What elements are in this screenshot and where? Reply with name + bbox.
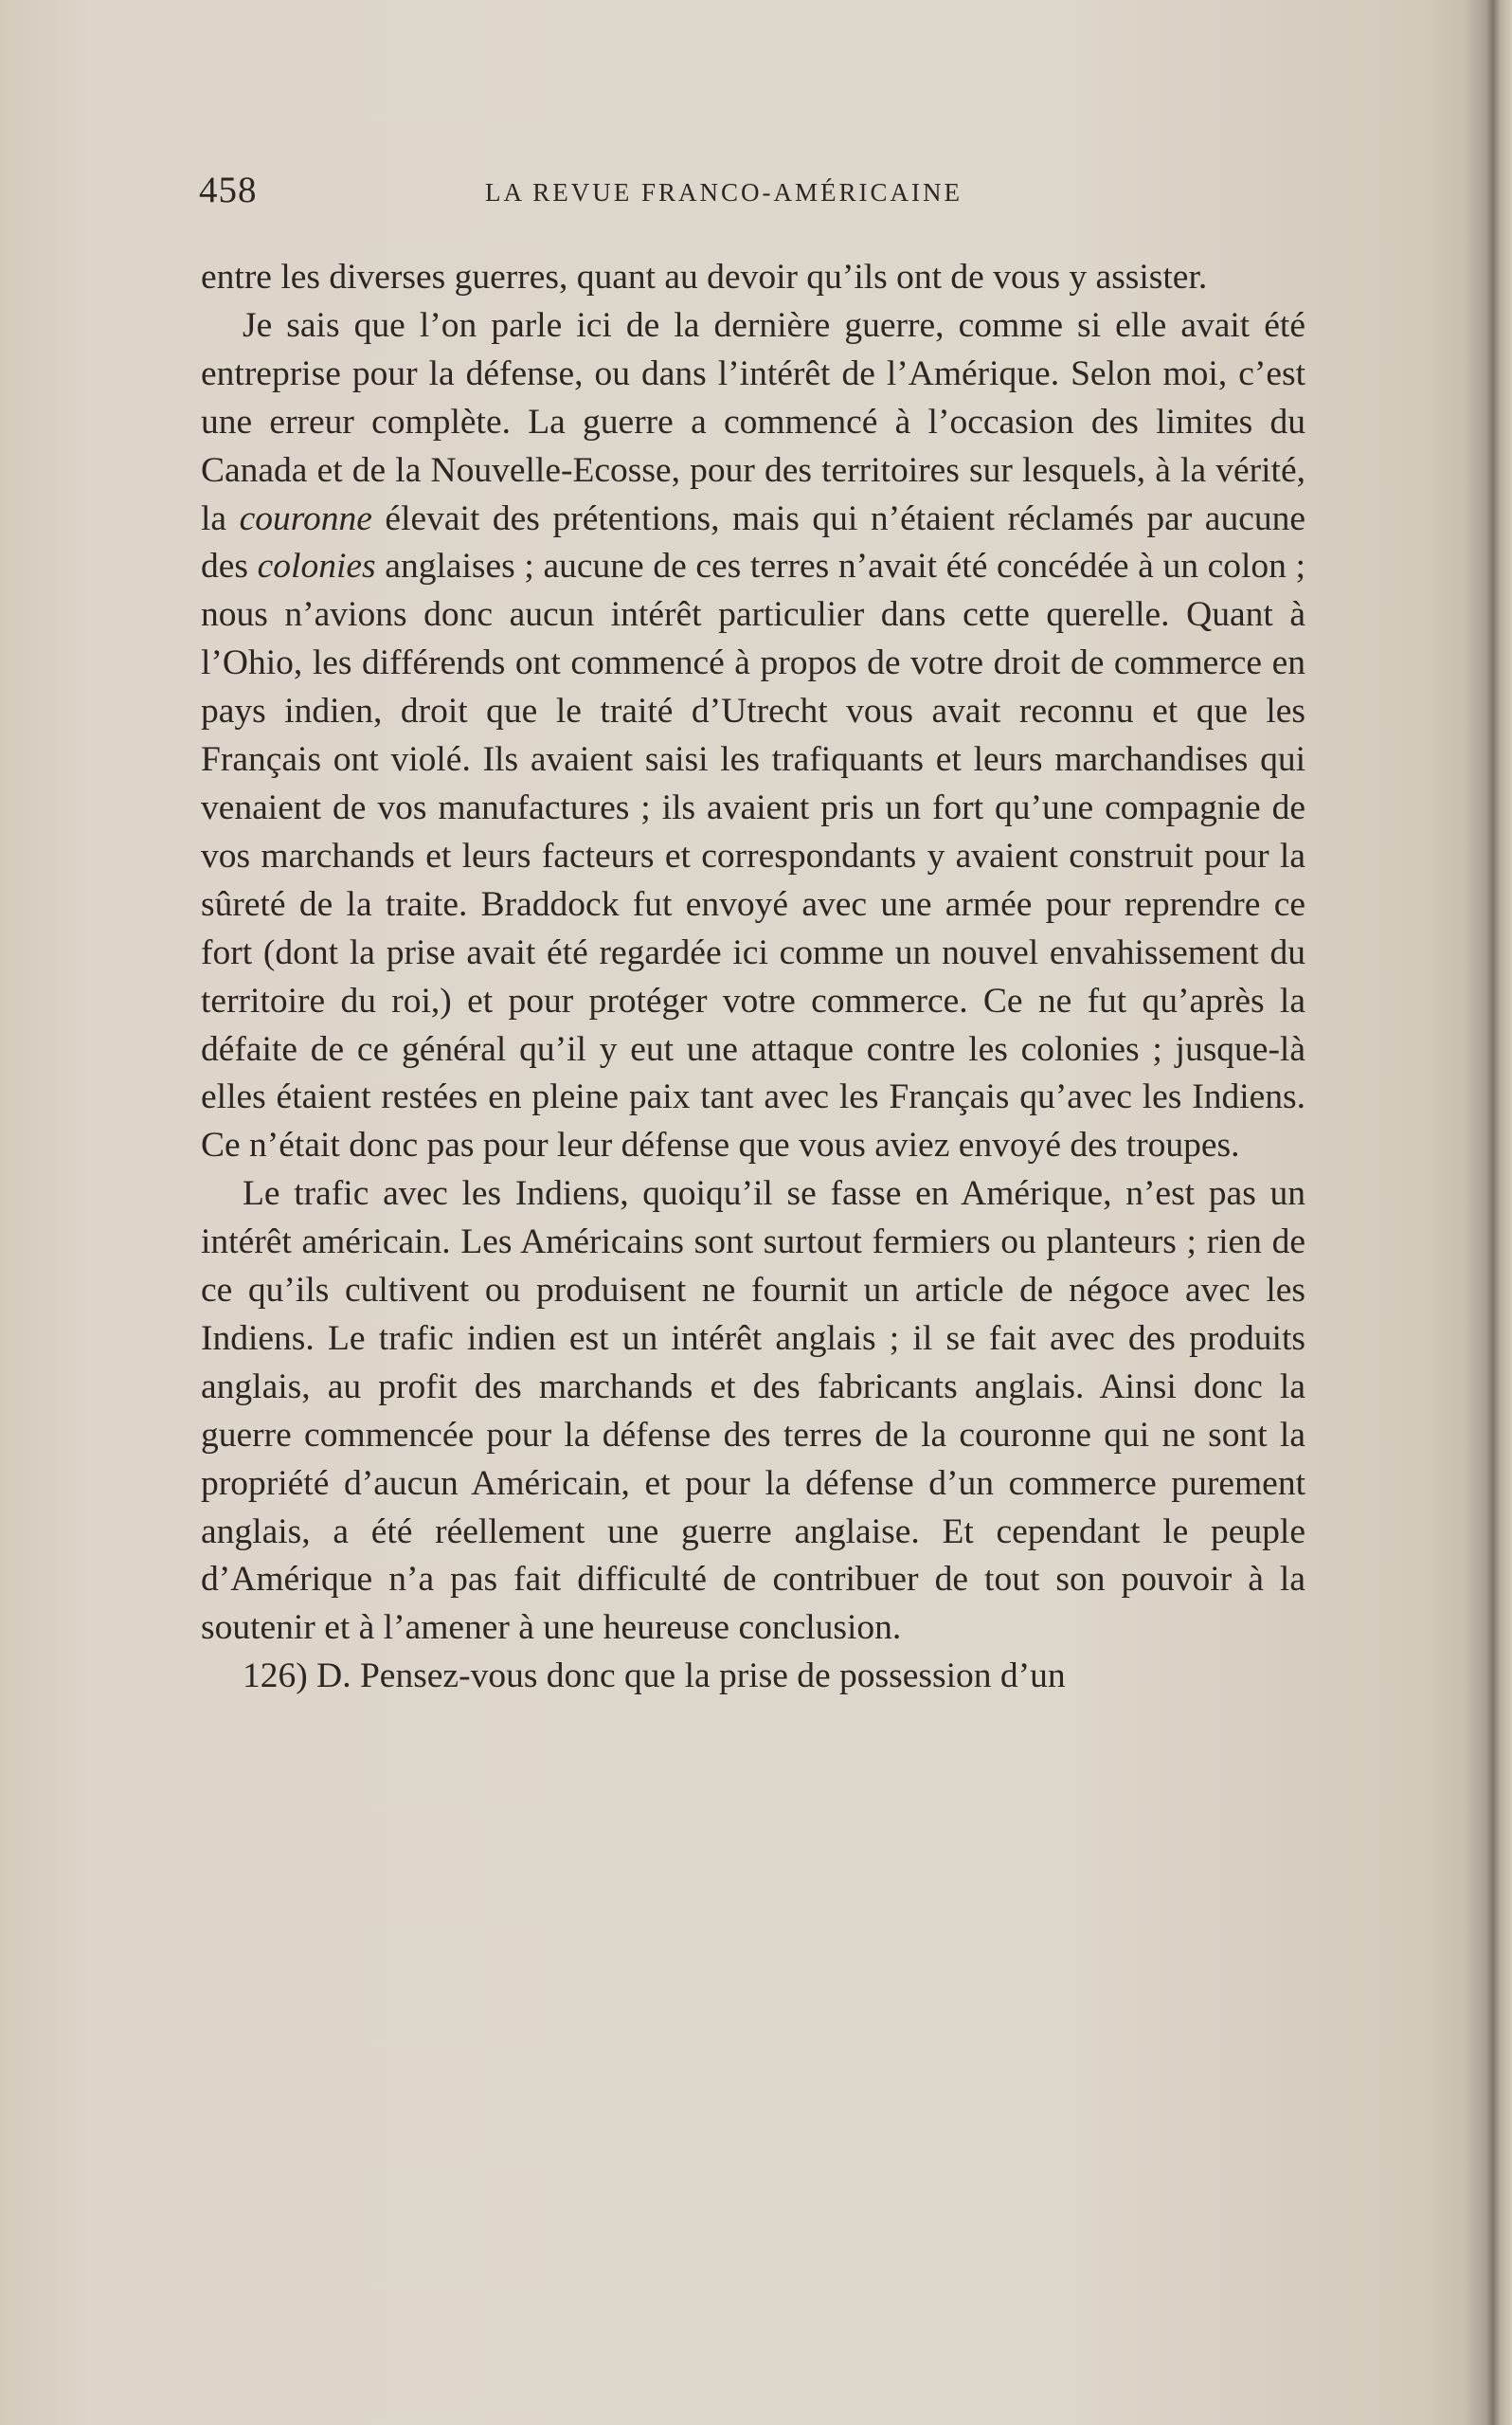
paragraph-text: Le trafic avec les Indiens, quoiqu’il se fasse en Amérique, n’est pas un intérêt américain. Les Américains sont surtout fermiers ou planteurs ; rien de ce qu’ils cultivent ou produisent ne fournit un article de négoce avec les Indiens. Le trafic indien est un intérêt anglais ; il se fait avec des produits anglais, au profit des marchands et des fabricants anglais. Ainsi donc la guerre commencée pour la défense des terres de la couronne qui ne sont la propriété d’aucun Américain, et pour la défense d’un commerce purement anglais, a été réellement une guerre anglaise. Et cependant le peuple d’Amérique n’a pas fait difficulté de contribuer de tout son pouvoir à la soutenir et à l’amener à une heureuse conclusion.	[201, 1174, 1305, 1648]
italic-word: colonies	[257, 547, 376, 587]
running-title: LA REVUE FRANCO-AMÉRICAINE	[485, 178, 963, 207]
page-number: 458	[199, 170, 258, 210]
paragraph-text: Je sais que l’on parle ici de la dernière guerre, comme si elle avait été entreprise pour la défense, ou dans l’intérêt de l’Amérique. Selon moi, c’est une erreur complète. La guerre a commencé à l’occasion des limites du Canada et de la Nouvelle-Ecosse, pour des territoires sur lesquels, à la vérité, la	[201, 305, 1305, 538]
paragraph-text: élevait des prétentions, mais qui n’étaient réclamés par aucune des	[201, 498, 1305, 587]
paragraph-continuation	[201, 254, 1305, 302]
page-header	[199, 169, 1307, 216]
paragraph-question-126	[201, 1653, 1305, 1701]
paragraph-text: anglaises ; aucune de ces terres n’avait été concédée à un colon ; nous n’avions donc aucun intérêt particulier dans cette querelle. Quant à l’Ohio, les différends ont commencé à propos de votre droit de commerce en pays indien, droit que le traité d’Utrecht vous avait reconnu et que les Français ont violé. Ils avaient saisi les trafiquants et leurs marchandises qui venaient de vos manufactures ; ils avaient pris un fort qu’une compagnie de vos marchands et leurs facteurs et correspondants y avaient construit pour la sûreté de la traite. Braddock fut envoyé avec une armée pour reprendre ce fort (dont la prise avait été regardée ici comme un nouvel envahissement du territoire du roi,) et pour protéger votre commerce. Ce ne fut qu’après la défaite de ce général qu’il y eut une attaque contre les colonies ; jusque-là elles étaient restées en pleine paix tant avec les Français qu’avec les Indiens. Ce n’était donc pas pour leur défense que vous aviez envoyé des troupes.	[201, 547, 1305, 1166]
paragraph-war-origins	[201, 302, 1305, 1170]
paragraph-indian-trade	[201, 1170, 1305, 1653]
paragraph-text: 126) D. Pensez-vous donc que la prise de possession d’un	[243, 1656, 1066, 1696]
body-text	[201, 254, 1305, 1701]
page-binding-edge	[1465, 0, 1512, 2425]
paragraph-text: entre les diverses guerres, quant au devoir qu’ils ont de vous y assister.	[201, 258, 1208, 297]
italic-word: couronne	[239, 498, 372, 538]
